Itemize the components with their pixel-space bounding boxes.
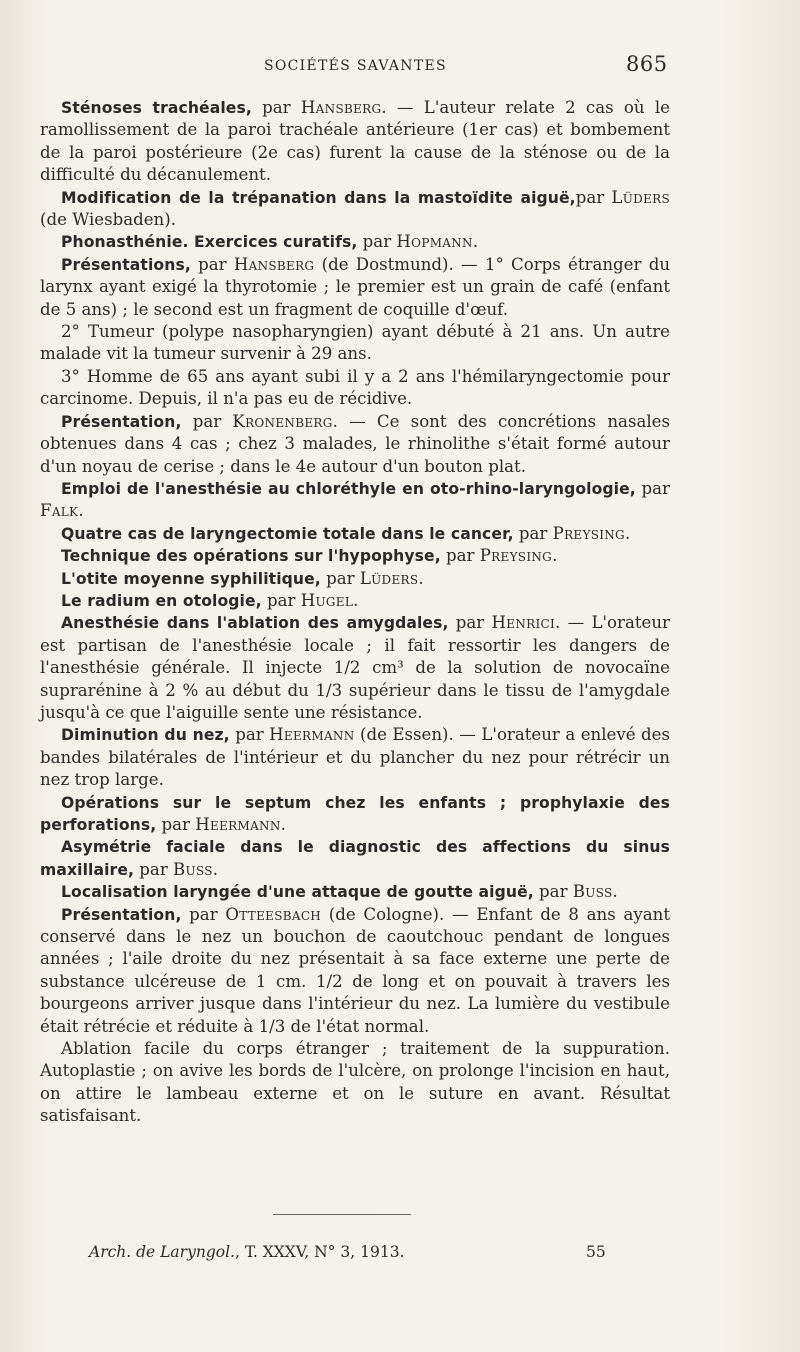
entry-author: Buss [572, 882, 613, 902]
entry-text: . — L'orateur est partisan de l'anesthésie locale ; il fait ressortir les dangers de l'anesthésie générale. Il injecte 1/2 cm³ de la solution de novocaïne suprarénine à 2 % au début du 1/3 supérieur dans le tissu de l'amygdale jusqu'à ce que l'aiguille sente une résistance. [40, 613, 670, 722]
page-number: 865 [626, 52, 668, 76]
entry-text: . — L'auteur relate 2 cas où le ramollissement de la paroi trachéale antérieure (1er cas) et bombement de la paroi postérieure (2e cas) furent la cause de la sténose ou de la difficulté du décanulement. [40, 98, 670, 185]
entry-paragraph [40, 568, 670, 590]
entry-title: Phonasthénie. Exercices curatifs, [61, 233, 358, 252]
entry-author: Heermann [195, 815, 281, 834]
entry-author: Heermann [269, 725, 355, 745]
entry-title: Quatre cas de laryngectomie totale dans le cancer, [61, 524, 514, 543]
entry-author: Hugel [300, 590, 354, 610]
entry-text: (de Wiesbaden). [40, 210, 176, 230]
printer-signature: 55 [586, 1243, 606, 1261]
entry-paragraph [40, 97, 670, 187]
entry-par: par [357, 232, 397, 252]
entry-par: par [440, 546, 480, 566]
entry-text: . [280, 815, 286, 834]
entry-par: par [229, 725, 270, 745]
entry-title: Sténoses trachéales, [61, 99, 252, 117]
entry-title: Emploi de l'anesthésie au chloréthyle en oto-rhino-laryngologie, [61, 479, 636, 498]
entry-author: Preysing [552, 523, 625, 543]
entry-paragraph [40, 254, 670, 321]
entry-par: par [181, 904, 226, 924]
journal-reference: , T. XXXV, N° 3, 1913. [234, 1243, 405, 1261]
footer-rule [273, 1214, 411, 1215]
continuation-paragraph: Ablation facile du corps étranger ; traitement de la suppuration. Autoplastie ; on avive les bords de l'ulcère, on prolonge l'incision en haut, on attire le lambeau externe et on le suture en avant. Résultat satisfaisant. [40, 1039, 670, 1126]
entry-title: Diminution du nez, [61, 726, 230, 745]
entry-title: L'otite moyenne syphilitique, [61, 569, 321, 588]
entry-title: Présentation, [61, 905, 182, 924]
entry-paragraph [40, 904, 670, 1038]
journal-name: Arch. de Laryngol. [89, 1243, 235, 1261]
entry-par: par [635, 478, 670, 498]
entry-par: par [320, 568, 360, 588]
entry-title: Opérations sur le septum chez les enfants ; prophylaxie des perforations, [40, 793, 670, 834]
entry-author: Falk [40, 501, 79, 521]
entry-title: Présentations, [61, 255, 191, 274]
entry-par: par [513, 523, 553, 543]
entry-author: Buss [173, 859, 213, 879]
entry-paragraph [40, 231, 670, 253]
entry-author: Hansberg [233, 254, 315, 274]
entry-title: Présentation, [61, 412, 182, 431]
entry-text: . [552, 546, 558, 566]
entry-text: . [624, 523, 631, 543]
entry-text: . [472, 232, 479, 252]
entry-paragraph [40, 411, 670, 478]
entry-paragraph [40, 612, 670, 724]
entry-text: . [212, 859, 219, 879]
entry-author: Henrici [491, 613, 556, 633]
page-header [0, 52, 800, 84]
entry-author: Hopmann [396, 232, 473, 252]
entry-text: . — Ce sont des concrétions nasales obtenues dans 4 cas ; chez 3 malades, le rhinolithe s'était formé autour d'un noyau de cerise ; dans le 4e autour d'un bouton plat. [40, 411, 670, 476]
journal-citation [89, 1243, 405, 1261]
entry-title: Le radium en otologie, [61, 591, 262, 610]
entry-author: Otteesbach [225, 904, 322, 924]
continuation-paragraph: 3° Homme de 65 ans ayant subi il y a 2 ans l'hémilaryngectomie pour carcinome. Depuis, il n'a pas eu de récidive. [40, 366, 670, 409]
page-footer [0, 1243, 800, 1267]
entry-par: par [575, 187, 612, 207]
entry-par: par [533, 882, 573, 902]
entry-author: Preysing [479, 546, 553, 566]
entry-text: . [418, 568, 424, 588]
entry-par: par [448, 613, 492, 633]
entry-title: Asymétrie faciale dans le diagnostic des affections du sinus maxillaire, [40, 838, 670, 879]
entry-text: (de Essen). — L'orateur a enlevé des bandes bilatérales de l'intérieur et du plancher du nez pour rétrécir un nez trop large. [40, 725, 670, 790]
entry-author: Lüders [359, 568, 419, 588]
entry-par: par [134, 859, 174, 879]
entry-paragraph [40, 523, 670, 545]
entry-paragraph [40, 590, 670, 612]
entry-text: . [353, 590, 359, 610]
entry-paragraph [40, 881, 670, 903]
entry-par: par [156, 815, 196, 834]
entry-text: . [612, 882, 618, 902]
entry-par: par [190, 254, 234, 274]
entry-author: Kronenberg [232, 411, 333, 431]
entry-par: par [251, 98, 301, 117]
continuation-paragraph: 2° Tumeur (polype nasopharyngien) ayant débuté à 21 ans. Un autre malade vit la tumeur survenir à 29 ans. [40, 322, 670, 364]
entry-author: Hansberg [300, 98, 382, 117]
running-title: SOCIÉTÉS SAVANTES [264, 58, 447, 74]
entry-par: par [181, 411, 233, 431]
entry-title: Localisation laryngée d'une attaque de goutte aiguë, [61, 883, 534, 902]
entry-text: (de Cologne). — Enfant de 8 ans ayant conservé dans le nez un bouchon de caoutchouc pendant de longues années ; l'aile droite du nez présentait à sa face externe une perte de substance ulcéreuse de 1 cm. 1/2 de long et on pouvait à travers les bourgeons arriver jusque dans l'intérieur du nez. La lumière du vestibule était rétrécie et réduite à 1/3 de l'état normal. [40, 904, 670, 1036]
entry-author: Lüders [611, 187, 670, 207]
article-body [40, 97, 670, 1128]
entry-text: . [78, 501, 84, 521]
entry-paragraph [40, 724, 670, 791]
entry-paragraph [40, 478, 670, 523]
entry-paragraph [40, 545, 670, 567]
entry-title: Anesthésie dans l'ablation des amygdales, [61, 614, 449, 633]
entry-par: par [261, 590, 301, 610]
entry-text: (de Dostmund). — 1° Corps étranger du larynx ayant exigé la thyrotomie ; le premier est un grain de café (enfant de 5 ans) ; le second est un fragment de coquille d'œuf. [40, 254, 671, 319]
entry-paragraph [40, 792, 670, 837]
entry-title: Technique des opérations sur l'hypophyse, [61, 547, 441, 566]
entry-paragraph [40, 187, 670, 232]
entry-title: Modification de la trépanation dans la mastoïdite aiguë, [61, 188, 576, 207]
entry-paragraph [40, 836, 670, 881]
